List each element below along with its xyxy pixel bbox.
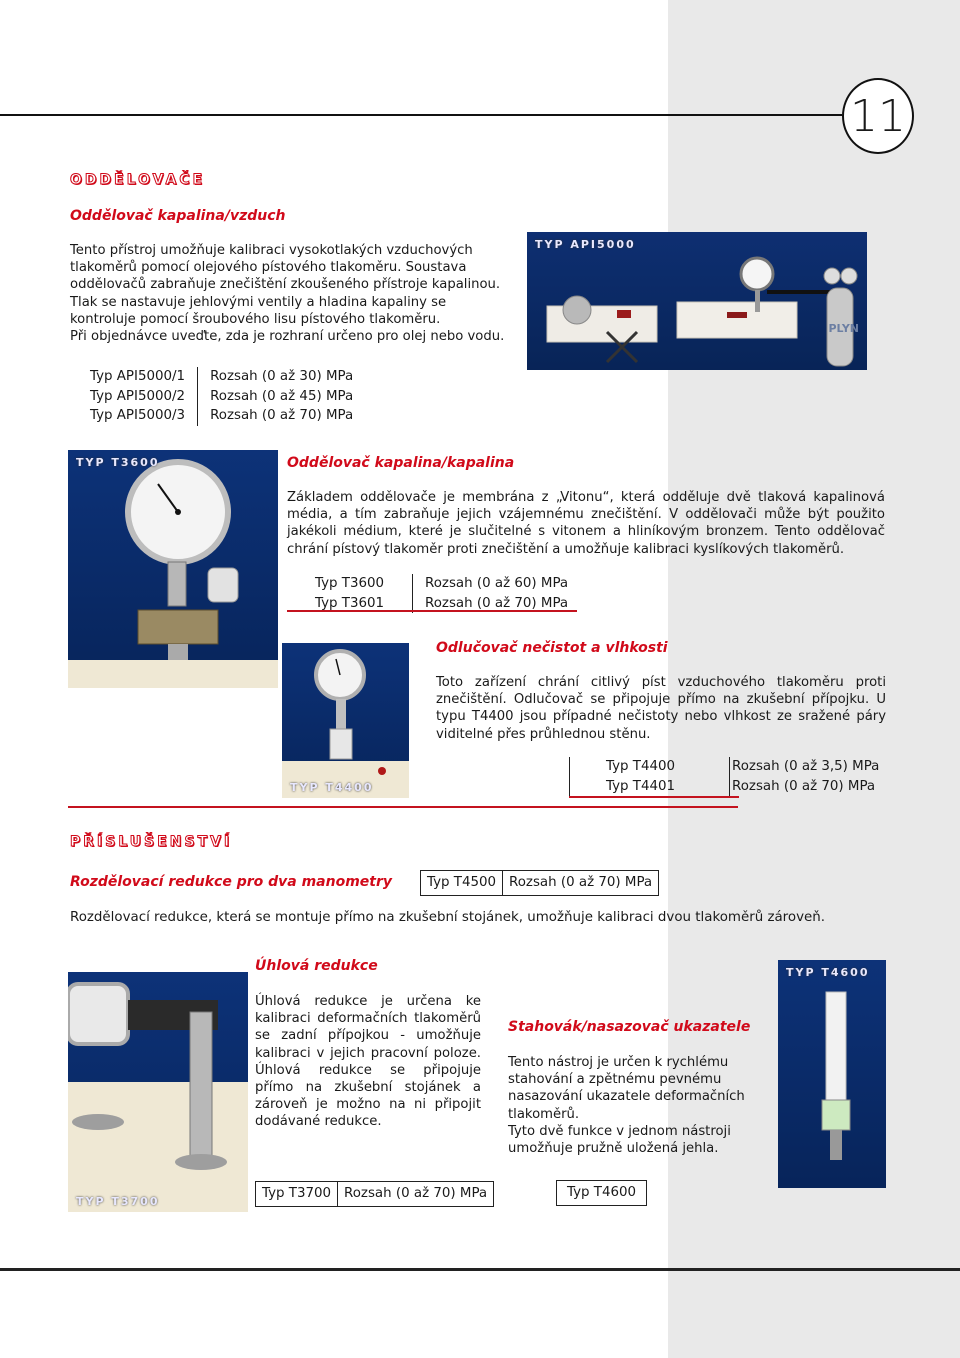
t4600-heading: Stahovák/nasazovač ukazatele bbox=[508, 1019, 751, 1035]
api5000-apparatus-illustration bbox=[527, 232, 867, 370]
t3700-body: Úhlová redukce je určena ke kalibraci deformačních tlakoměrů se zadní přípojkou - umožňuje kalibraci v jejich pracovní poloze. Úhlová redukce se připojuje přímo na zkušební stojánek a zároveň je možno na ni připojit dodávané redukce. bbox=[255, 994, 481, 1130]
section-title-separators: ODDĚLOVAČE bbox=[70, 172, 206, 188]
api5000-body bbox=[70, 242, 512, 345]
api5000-range-2: Rozsah (0 až 45) MPa bbox=[198, 387, 366, 407]
table-row bbox=[570, 777, 892, 797]
t4400-body: Toto zařízení chrání citlivý píst vzduchového tlakoměru proti znečištění. Odlučovač se připojuje přímo na zkušební přípojku. U typu T4400 jsou případné nečistoty nebo vlhkost ze sražené páry viditelné přes průhlednou stěnu. bbox=[436, 675, 886, 742]
t3600-heading: Oddělovač kapalina/kapalina bbox=[287, 455, 515, 471]
t3700-photo-label: TYP T3700 bbox=[76, 1195, 160, 1208]
t3700-range: Rozsah (0 až 70) MPa bbox=[338, 1182, 494, 1207]
t3600-range-1: Rozsah (0 až 60) MPa bbox=[413, 574, 581, 594]
t4400-spec-table bbox=[569, 757, 891, 796]
t4400-photo-label: TYP T4400 bbox=[290, 781, 374, 794]
table-row bbox=[256, 1182, 494, 1207]
table-row bbox=[78, 367, 365, 387]
t3600-range-2: Rozsah (0 až 70) MPa bbox=[413, 594, 581, 614]
footer-rule bbox=[0, 1268, 960, 1271]
t3600-type-2: Typ T3601 bbox=[315, 595, 385, 611]
t4400-separator-illustration bbox=[282, 643, 409, 798]
plyn-label: PLYN bbox=[828, 322, 859, 335]
t4600-body-text: Tento nástroj je určen k rychlému stahování a zpětnému pevnému nasazování ukazatele deformačních tlakoměrů. bbox=[508, 1055, 745, 1122]
t3600-gauge-illustration bbox=[68, 450, 278, 688]
api5000-photo-label: TYP API5000 bbox=[535, 238, 636, 251]
api5000-photo bbox=[527, 232, 867, 370]
t4500-type: Typ T4500 bbox=[427, 875, 497, 890]
t3700-type: Typ T3700 bbox=[262, 1186, 332, 1201]
t4500-heading: Rozdělovací redukce pro dva manometry bbox=[70, 874, 393, 890]
api5000-note: Při objednávce uveďte, zda je rozhraní určeno pro olej nebo vodu. bbox=[70, 329, 505, 345]
api5000-body-text: Tento přístroj umožňuje kalibraci vysokotlakých vzduchových tlakoměrů pomocí olejového pístového tlakoměru. Soustava oddělovačů zabraňuje znečištění zkoušeného přístroje kapalinou. Tlak se nastavuje jehlovými ventily a hladina kapaliny se kontroluje pomocí šroubového lisu pístového tlakoměru. bbox=[70, 243, 501, 327]
api5000-range-3: Rozsah (0 až 70) MPa bbox=[198, 406, 366, 426]
t4400-heading: Odlučovač nečistot a vlhkosti bbox=[436, 640, 668, 656]
t3600-type-1: Typ T3600 bbox=[315, 576, 385, 591]
api5000-spec-table bbox=[78, 367, 365, 426]
t4400-photo bbox=[282, 643, 409, 798]
t3700-angle-adapter-illustration bbox=[68, 972, 248, 1212]
t4500-spec-table bbox=[420, 870, 659, 896]
t4600-photo-label: TYP T4600 bbox=[786, 966, 870, 979]
section-divider bbox=[68, 806, 738, 808]
t4600-photo bbox=[778, 960, 886, 1188]
t4400-range-1: Rozsah (0 až 3,5) MPa bbox=[730, 757, 892, 777]
t3700-photo bbox=[68, 972, 248, 1212]
api5000-type-3: Typ API5000/3 bbox=[90, 408, 186, 423]
t4600-spec-table bbox=[556, 1180, 647, 1206]
page-number: 11 bbox=[842, 78, 914, 154]
t4600-type: Typ T4600 bbox=[567, 1185, 637, 1200]
t3600-photo-label: TYP T3600 bbox=[76, 456, 160, 469]
t3700-spec-table bbox=[255, 1181, 494, 1207]
table-row bbox=[78, 387, 365, 407]
api5000-heading: Oddělovač kapalina/vzduch bbox=[70, 208, 286, 224]
t4600-body bbox=[508, 1054, 758, 1157]
t3700-heading: Úhlová redukce bbox=[255, 958, 378, 974]
table-row bbox=[78, 406, 365, 426]
table-row bbox=[291, 574, 580, 594]
api5000-type-2: Typ API5000/2 bbox=[90, 388, 186, 404]
t4600-tool-illustration bbox=[778, 960, 886, 1188]
api5000-range-1: Rozsah (0 až 30) MPa bbox=[198, 367, 366, 387]
table-row bbox=[570, 757, 892, 777]
t4500-range: Rozsah (0 až 70) MPa bbox=[503, 871, 659, 896]
t3600-spec-table bbox=[291, 574, 580, 613]
t4400-type-1: Typ T4400 bbox=[570, 757, 730, 777]
t4400-rule bbox=[569, 796, 739, 798]
section-title-accessories: PŘÍSLUŠENSTVÍ bbox=[70, 834, 233, 850]
t4600-body-text-2: Tyto dvě funkce v jednom nástroji umožňuje pružně uložená jehla. bbox=[508, 1123, 731, 1157]
t4400-type-2: Typ T4401 bbox=[570, 777, 730, 797]
api5000-type-1: Typ API5000/1 bbox=[90, 369, 186, 384]
t3600-rule bbox=[287, 610, 577, 612]
t3600-photo bbox=[68, 450, 278, 688]
table-row bbox=[421, 871, 659, 896]
t3600-body: Základem oddělovače je membrána z „Vitonu“, která odděluje dvě tlaková kapalinová média, a tím zabraňuje jejich vzájemnému znečištění. V oddělovači může být použito jakékoli médium, které je slučitelné s vitonem a hliníkovým bronzem. Tento oddělovač chrání pístový tlakoměr proti znečištění a umožňuje kalibraci kyslíkových tlakoměrů. bbox=[287, 490, 885, 557]
t4400-range-2: Rozsah (0 až 70) MPa bbox=[730, 777, 892, 797]
header-rule bbox=[0, 114, 842, 116]
table-row bbox=[557, 1181, 647, 1206]
t4500-body: Rozdělovací redukce, která se montuje přímo na zkušební stojánek, umožňuje kalibraci dvou tlakoměrů zároveň. bbox=[70, 910, 825, 925]
